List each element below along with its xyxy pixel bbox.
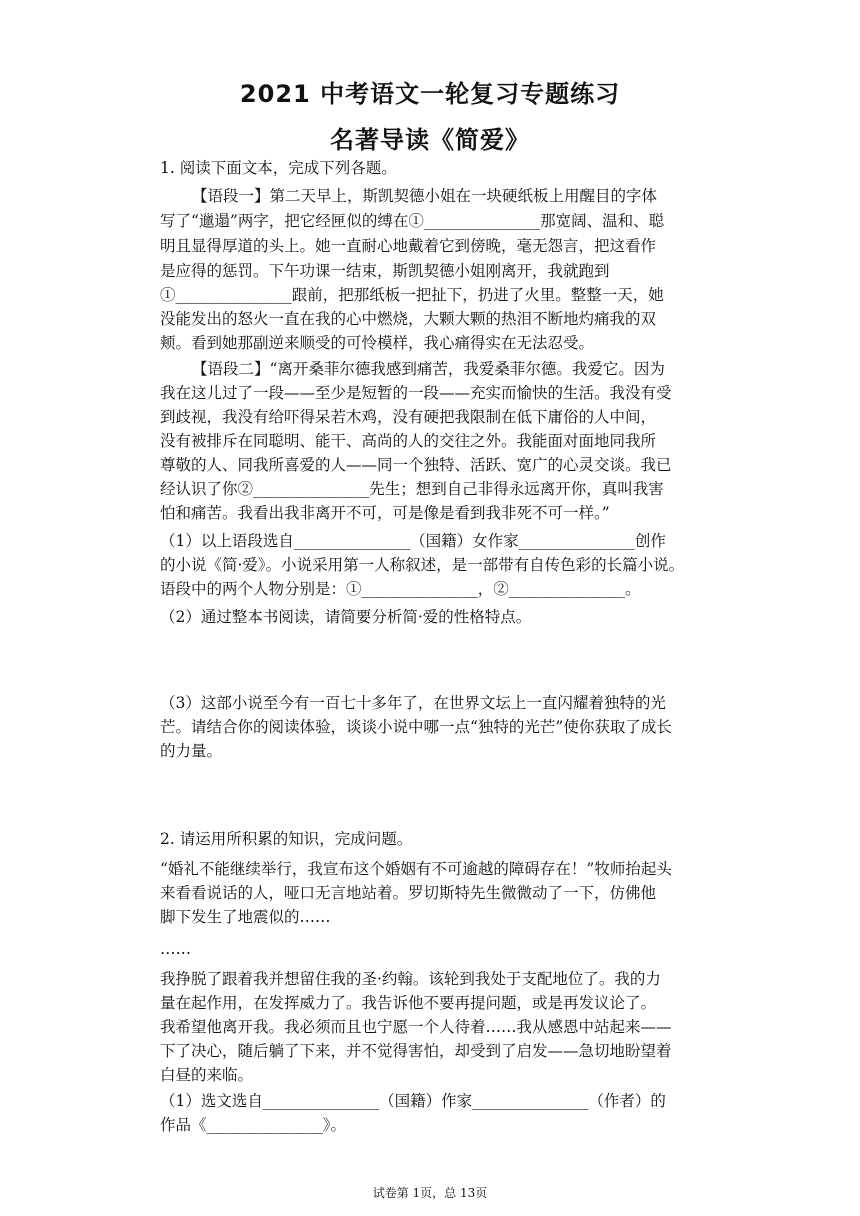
passage-line: 颊。看到她那副逆来顺受的可怜模样，我心痛得实在无法忍受。 — [160, 334, 595, 352]
question-1-1: 的小说《简·爱》。小说采用第一人称叙述，是一部带有自传色彩的长篇小说。 — [160, 556, 685, 574]
passage-line: 到歧视，我没有给吓得呆若木鸡，没有硬把我限制在低下庸俗的人中间， — [160, 408, 657, 426]
excerpt-line: 我希望他离开我。我必须而且也宁愿一个人待着……我从感恩中站起来—— — [160, 1018, 672, 1036]
page-footer: 试卷第 1页，总 13页 — [372, 1186, 488, 1200]
passage-line: 是应得的惩罚。下午功课一结束，斯凯契德小姐刚离开，我就跑到 — [160, 262, 610, 280]
question-1-3: 芒。请结合你的阅读体验，谈谈小说中哪一点“独特的光芒”使你获取了成长 — [160, 718, 672, 736]
question-1-prompt: 1. 阅读下面文本，完成下列各题。 — [160, 159, 397, 177]
question-1-1: 语段中的两个人物分别是：①_______________，②_______________。 — [160, 580, 641, 598]
passage-line: 没有被排斥在同聪明、能干、高尚的人的交往之外。我能面对面地同我所 — [160, 432, 657, 450]
passage-line: 没能发出的怒火一直在我的心中燃烧，大颗大颗的热泪不断地灼痛我的双 — [160, 310, 657, 328]
passage-line: 【语段一】第二天早上，斯凯契德小姐在一块硬纸板上用醒目的字体 — [192, 187, 658, 205]
passage-line: 怕和痛苦。我看出我非离开不可，可是像是看到我非死不可一样。” — [160, 504, 610, 522]
passage-line: 经认识了你②_______________先生；想到自己非得永远离开你，真叫我害 — [160, 480, 664, 498]
question-1-2: （2）通过整本书阅读，请简要分析简·爱的性格特点。 — [160, 608, 532, 626]
passage-line: ①_______________跟前，把那纸板一把扯下，扔进了火里。整整一天，她 — [160, 286, 664, 304]
excerpt-line: “婚礼不能继续举行，我宣布这个婚姻有不可逾越的障碍存在！”牧师抬起头 — [160, 860, 672, 878]
passage-line: 【语段二】“离开桑菲尔德我感到痛苦，我爱桑菲尔德。我爱它。因为 — [192, 360, 665, 378]
question-1-3: 的力量。 — [160, 742, 223, 760]
passage-line: 明且显得厚道的头上。她一直耐心地戴着它到傍晚，毫无怨言，把这看作 — [160, 237, 657, 255]
question-1-3: （3）这部小说至今有一百七十多年了，在世界文坛上一直闪耀着独特的光 — [160, 694, 666, 712]
excerpt-line: 我挣脱了跟着我并想留住我的圣·约翰。该轮到我处于支配地位了。我的力 — [160, 970, 661, 988]
question-1-1: （1）以上语段选自_______________（国籍）女作家_______________创作 — [160, 532, 666, 550]
ellipsis: …… — [160, 940, 191, 958]
passage-line: 尊敬的人、同我所喜爱的人——同一个独特、活跃、宽广的心灵交谈。我已 — [160, 456, 672, 474]
excerpt-line: 白昼的来临。 — [160, 1066, 254, 1084]
question-2-prompt: 2. 请运用所积累的知识，完成问题。 — [160, 830, 413, 848]
excerpt-line: 脚下发生了地震似的…… — [160, 908, 331, 926]
page-title: 2021 中考语文一轮复习专题练习 — [239, 80, 621, 108]
excerpt-line: 量在起作用，在发挥威力了。我告诉他不要再提问题，或是再发议论了。 — [160, 994, 657, 1012]
passage-line: 写了“邋遢”两字，把它经匣似的缚在①_______________那宽阔、温和、聪 — [160, 212, 665, 230]
excerpt-line: 来看看说话的人，哑口无言地站着。罗切斯特先生微微动了一下，仿佛他 — [160, 884, 657, 902]
question-2-1: 作品《_______________》。 — [160, 1116, 347, 1134]
question-2-1: （1）选文选自_______________（国籍）作家_______________（作者）的 — [160, 1092, 666, 1110]
page-subtitle: 名著导读《简爱》 — [330, 126, 530, 154]
excerpt-line: 下了决心，随后躺了下来，并不觉得害怕，却受到了启发——急切地盼望着 — [160, 1042, 672, 1060]
passage-line: 我在这儿过了一段——至少是短暂的一段——充实而愉快的生活。我没有受 — [160, 384, 672, 402]
